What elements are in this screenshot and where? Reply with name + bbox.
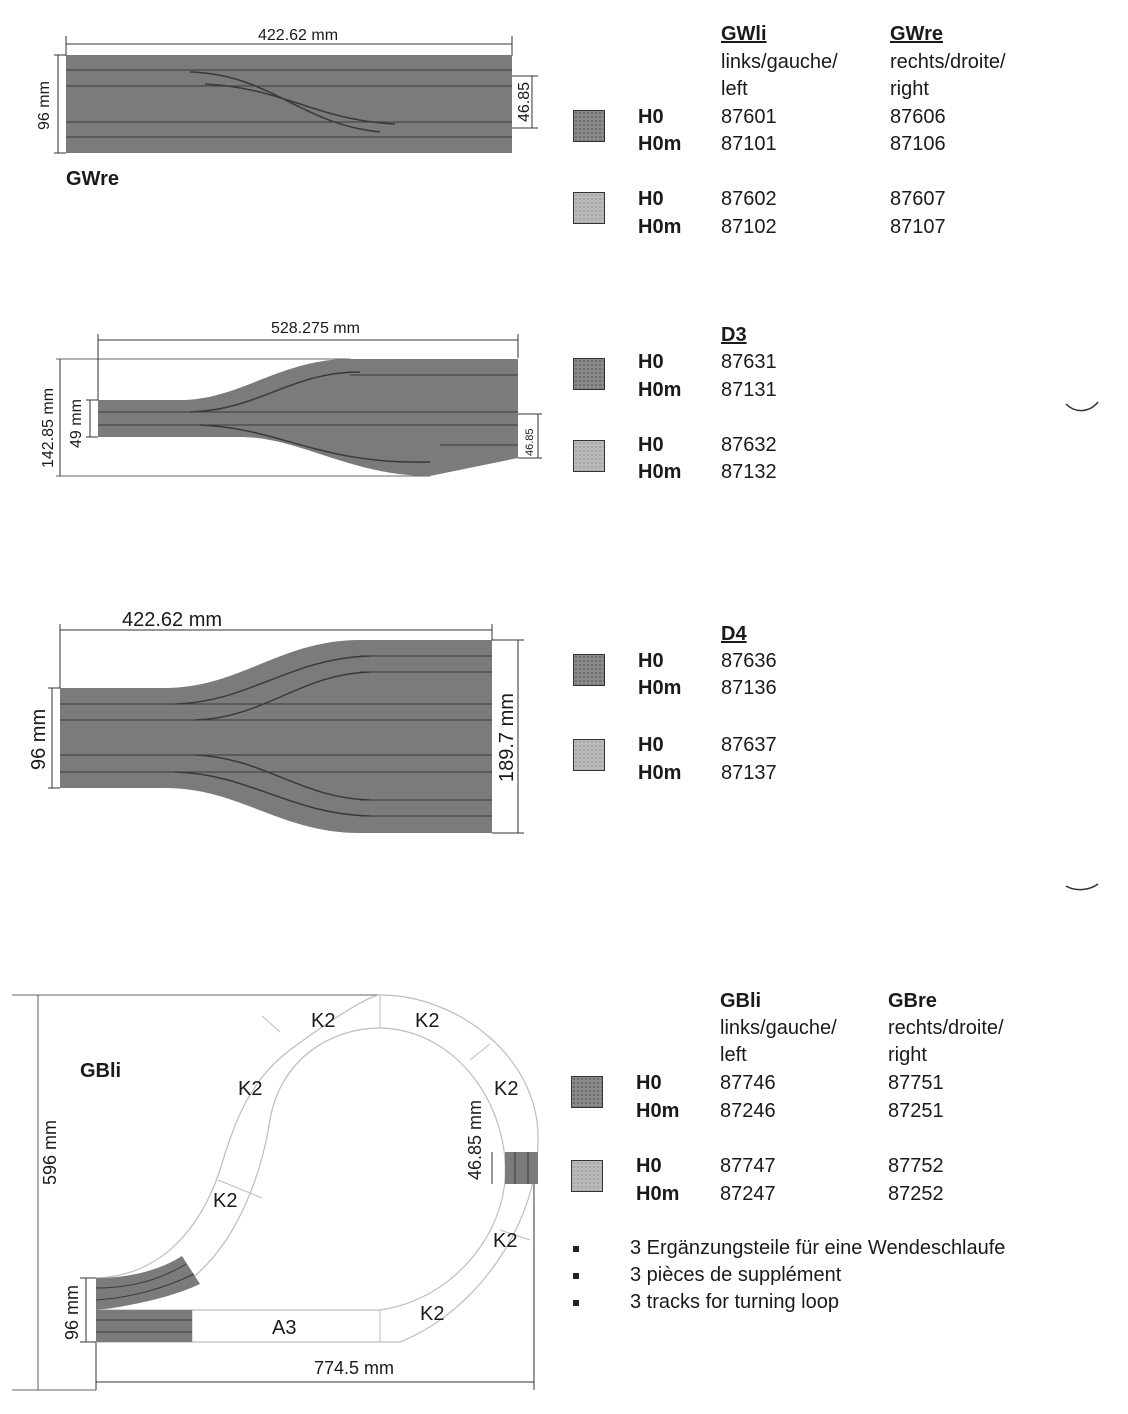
gb-col2-code: GBre: [888, 990, 937, 1012]
part-number: 87601: [721, 106, 777, 128]
gb-col2-desc2: right: [888, 1044, 927, 1066]
texture-swatch-light: [573, 739, 605, 771]
gb-col2-desc1: rechts/droite/: [888, 1017, 1004, 1039]
track-k2-label: K2: [213, 1190, 238, 1212]
part-number: 87632: [721, 434, 777, 456]
note-text: 3 Ergänzungsteile für eine Wendeschlaufe: [630, 1237, 1006, 1259]
scan-mark: [1062, 398, 1102, 418]
gauge-label: H0m: [638, 133, 682, 155]
gw-spacing-label: 46.85: [516, 81, 533, 122]
track-k2-label: K2: [311, 1010, 336, 1032]
part-number: 87251: [888, 1100, 944, 1122]
part-number: 87101: [721, 133, 777, 155]
track-k2-label: K2: [415, 1010, 440, 1032]
gw-diagram-label: GWre: [66, 168, 119, 190]
texture-swatch-dark: [573, 358, 605, 390]
part-number: 87637: [721, 734, 777, 756]
gw-col2-code: GWre: [890, 23, 943, 45]
part-number: 87602: [721, 188, 777, 210]
track-k2-label: K2: [420, 1303, 445, 1325]
gauge-label: H0: [636, 1072, 662, 1094]
texture-swatch-light: [571, 1160, 603, 1192]
part-number: 87752: [888, 1155, 944, 1177]
note-text: 3 pièces de supplément: [630, 1264, 842, 1286]
bullet-icon: [573, 1246, 579, 1252]
gauge-label: H0m: [638, 379, 682, 401]
texture-swatch-dark: [571, 1076, 603, 1108]
d4-width-label: 96 mm: [28, 708, 50, 770]
part-number: 87106: [890, 133, 946, 155]
part-number: 87606: [890, 106, 946, 128]
gw-col2-desc1: rechts/droite/: [890, 51, 1006, 73]
part-number: 87102: [721, 216, 777, 238]
gb-height-label: 596 mm: [40, 1119, 60, 1185]
gauge-label: H0: [638, 188, 664, 210]
d3-code: D3: [721, 324, 747, 346]
part-number: 87137: [721, 762, 777, 784]
gw-col2-desc2: right: [890, 78, 929, 100]
gauge-label: H0: [638, 650, 664, 672]
gb-diagram-label: GBli: [80, 1060, 122, 1082]
gw-length-label: 422.62 mm: [258, 27, 339, 44]
gauge-label: H0: [636, 1155, 662, 1177]
part-number: 87131: [721, 379, 777, 401]
d3-width-label: 49 mm: [68, 399, 85, 448]
gb-col1-desc2: left: [720, 1044, 747, 1066]
part-number: 87636: [721, 650, 777, 672]
part-number: 87746: [720, 1072, 776, 1094]
part-number: 87136: [721, 677, 777, 699]
gauge-label: H0m: [638, 461, 682, 483]
scan-mark: [1062, 876, 1102, 896]
texture-swatch-dark: [573, 654, 605, 686]
bullet-icon: [573, 1273, 579, 1279]
d4-diagram: [0, 600, 560, 850]
part-number: 87107: [890, 216, 946, 238]
part-number: 87747: [720, 1155, 776, 1177]
d4-code: D4: [721, 623, 747, 645]
gauge-label: H0m: [638, 677, 682, 699]
track-k2-label: K2: [494, 1078, 519, 1100]
texture-swatch-light: [573, 440, 605, 472]
d3-spacing-label: 46.85: [524, 428, 536, 456]
gb-length-label: 774.5 mm: [314, 1358, 395, 1378]
d4-height-label: 189.7 mm: [496, 693, 518, 782]
gauge-label: H0: [638, 434, 664, 456]
gb-spacing-label: 46.85 mm: [465, 1099, 485, 1180]
texture-swatch-light: [573, 192, 605, 224]
gauge-label: H0m: [636, 1100, 680, 1122]
gauge-label: H0: [638, 734, 664, 756]
gw-col1-desc1: links/gauche/: [721, 51, 838, 73]
gb-col1-code: GBli: [720, 990, 762, 1012]
track-a3-label: A3: [272, 1317, 297, 1339]
gauge-label: H0m: [638, 216, 682, 238]
gw-col1-desc2: left: [721, 78, 748, 100]
texture-swatch-dark: [573, 110, 605, 142]
gauge-label: H0: [638, 106, 664, 128]
d4-length-label: 422.62 mm: [122, 609, 223, 631]
part-number: 87252: [888, 1183, 944, 1205]
part-number: 87751: [888, 1072, 944, 1094]
gw-col1-code: GWli: [721, 23, 767, 45]
d3-length-label: 528.275 mm: [271, 320, 360, 337]
gauge-label: H0m: [638, 762, 682, 784]
gauge-label: H0m: [636, 1183, 680, 1205]
gb-col1-desc1: links/gauche/: [720, 1017, 837, 1039]
track-k2-label: K2: [238, 1078, 263, 1100]
part-number: 87247: [720, 1183, 776, 1205]
track-k2-label: K2: [493, 1230, 518, 1252]
bullet-icon: [573, 1300, 579, 1306]
gauge-label: H0: [638, 351, 664, 373]
part-number: 87132: [721, 461, 777, 483]
note-text: 3 tracks for turning loop: [630, 1291, 839, 1313]
part-number: 87607: [890, 188, 946, 210]
d3-height-label: 142.85 mm: [40, 387, 57, 468]
gb-width-label: 96 mm: [62, 1284, 82, 1340]
part-number: 87631: [721, 351, 777, 373]
part-number: 87246: [720, 1100, 776, 1122]
gw-width-label: 96 mm: [36, 81, 53, 130]
